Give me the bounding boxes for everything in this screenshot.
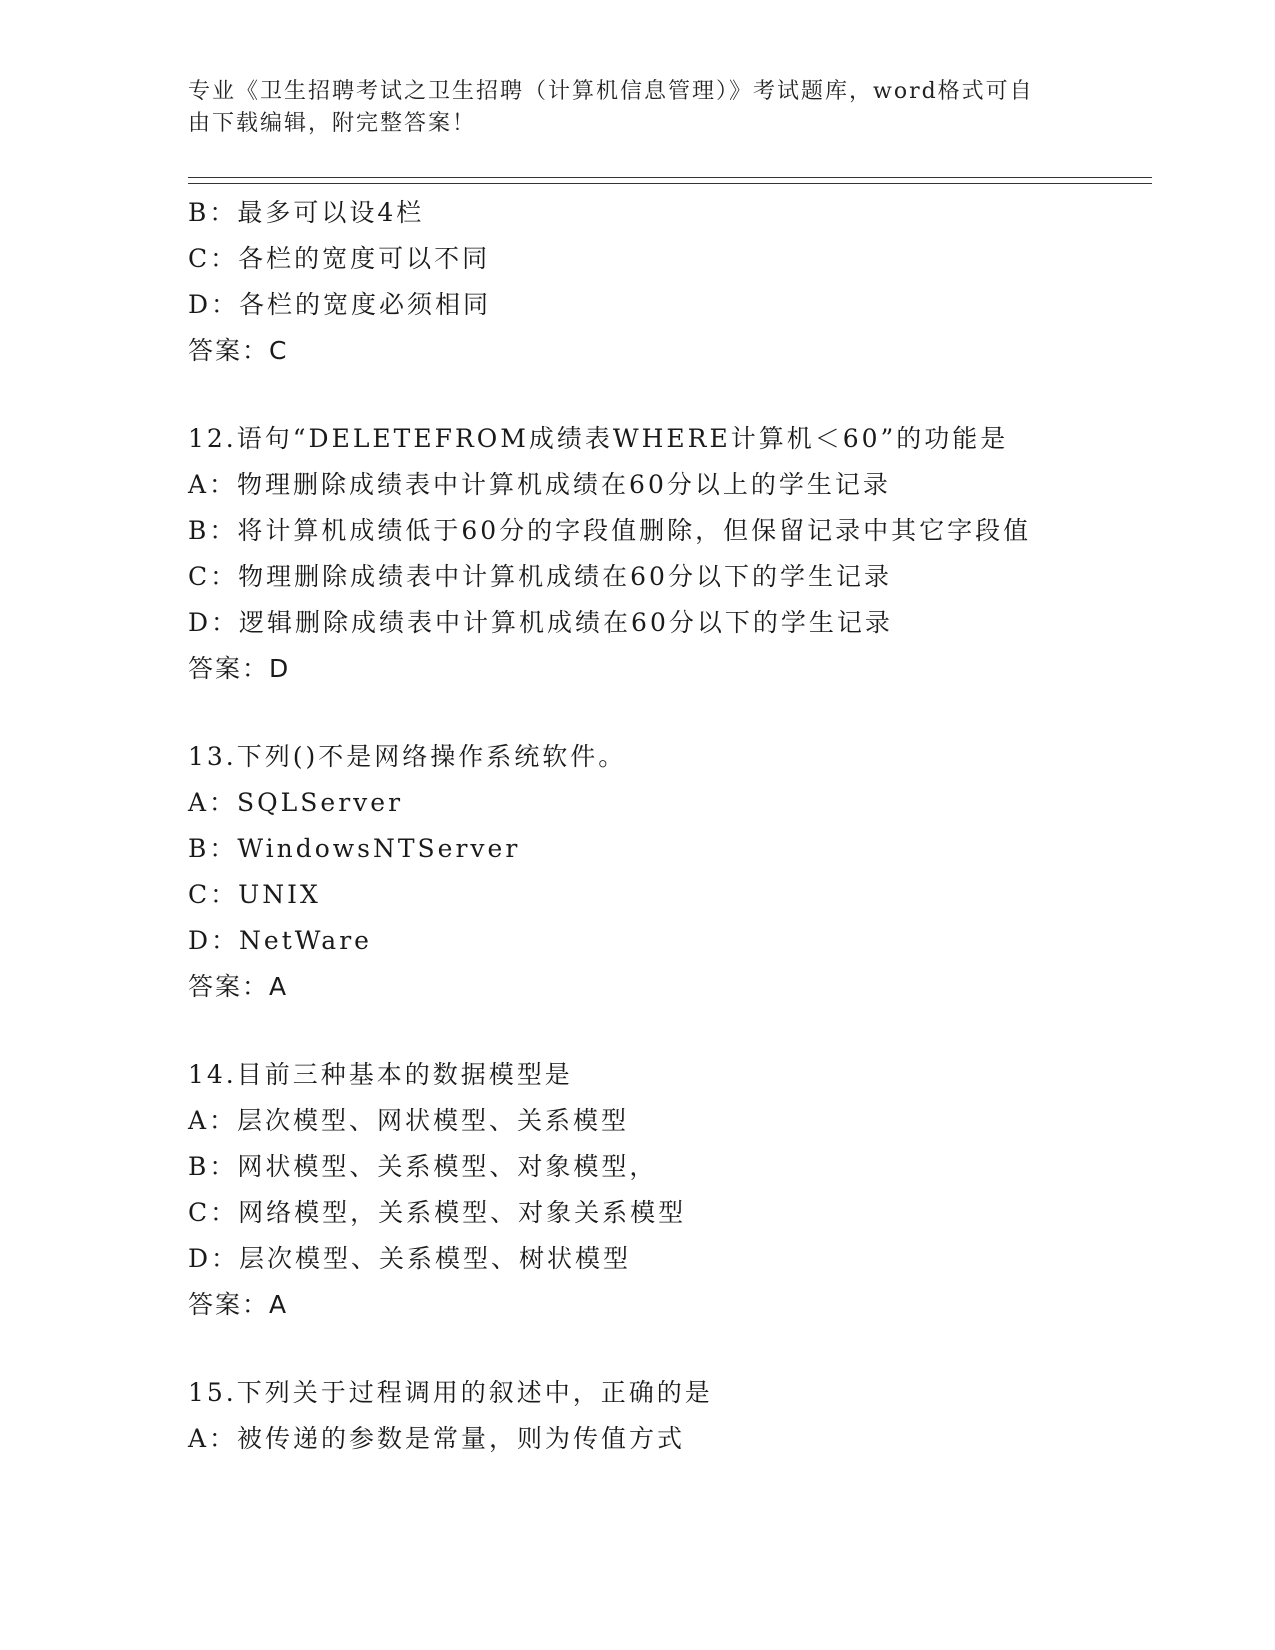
spacer	[188, 374, 1168, 416]
option-a: A：层次模型、网状模型、关系模型	[188, 1106, 630, 1135]
document-header	[188, 76, 1068, 140]
question-stem: 12.语句“DELETEFROM成绩表WHERE计算机＜60”的功能是	[188, 424, 1009, 453]
spacer	[188, 692, 1168, 734]
answer: 答案：D	[188, 654, 291, 683]
question-stem: 15.下列关于过程调用的叙述中，正确的是	[188, 1378, 713, 1407]
option-c: C：各栏的宽度可以不同	[188, 244, 491, 273]
question-15	[188, 1370, 1168, 1462]
option-d: D：NetWare	[188, 926, 372, 955]
option-b: B：将计算机成绩低于60分的字段值删除，但保留记录中其它字段值	[188, 516, 1032, 545]
question-list	[188, 190, 1168, 1462]
question-13	[188, 734, 1168, 1010]
question-11	[188, 190, 1168, 374]
option-d: D：各栏的宽度必须相同	[188, 290, 492, 319]
option-c: C：物理删除成绩表中计算机成绩在60分以下的学生记录	[188, 562, 892, 591]
header-line-2: 由下载编辑，附完整答案！	[188, 111, 477, 136]
option-b: B：网状模型、关系模型、对象模型，	[188, 1152, 658, 1181]
answer: 答案：C	[188, 336, 289, 365]
option-b: B：WindowsNTServer	[188, 834, 521, 863]
spacer	[188, 1328, 1168, 1370]
header-divider-top	[188, 177, 1152, 178]
option-d: D：逻辑删除成绩表中计算机成绩在60分以下的学生记录	[188, 608, 893, 637]
spacer	[188, 1010, 1168, 1052]
option-a: A：被传递的参数是常量，则为传值方式	[188, 1424, 686, 1453]
answer: 答案：A	[188, 1290, 289, 1319]
option-d: D：层次模型、关系模型、树状模型	[188, 1244, 632, 1273]
question-stem: 14.目前三种基本的数据模型是	[188, 1060, 573, 1089]
question-14	[188, 1052, 1168, 1328]
option-a: A：物理删除成绩表中计算机成绩在60分以上的学生记录	[188, 470, 891, 499]
option-c: C：UNIX	[188, 880, 321, 909]
question-stem: 13.下列()不是网络操作系统软件。	[188, 742, 627, 771]
question-12	[188, 416, 1168, 692]
option-b: B：最多可以设4栏	[188, 198, 425, 227]
option-a: A：SQLServer	[188, 788, 404, 817]
answer: 答案：A	[188, 972, 289, 1001]
header-line-1: 专业《卫生招聘考试之卫生招聘（计算机信息管理）》考试题库，word格式可自	[188, 79, 1034, 104]
option-c: C：网络模型，关系模型、对象关系模型	[188, 1198, 687, 1227]
header-divider-bottom	[188, 183, 1152, 184]
